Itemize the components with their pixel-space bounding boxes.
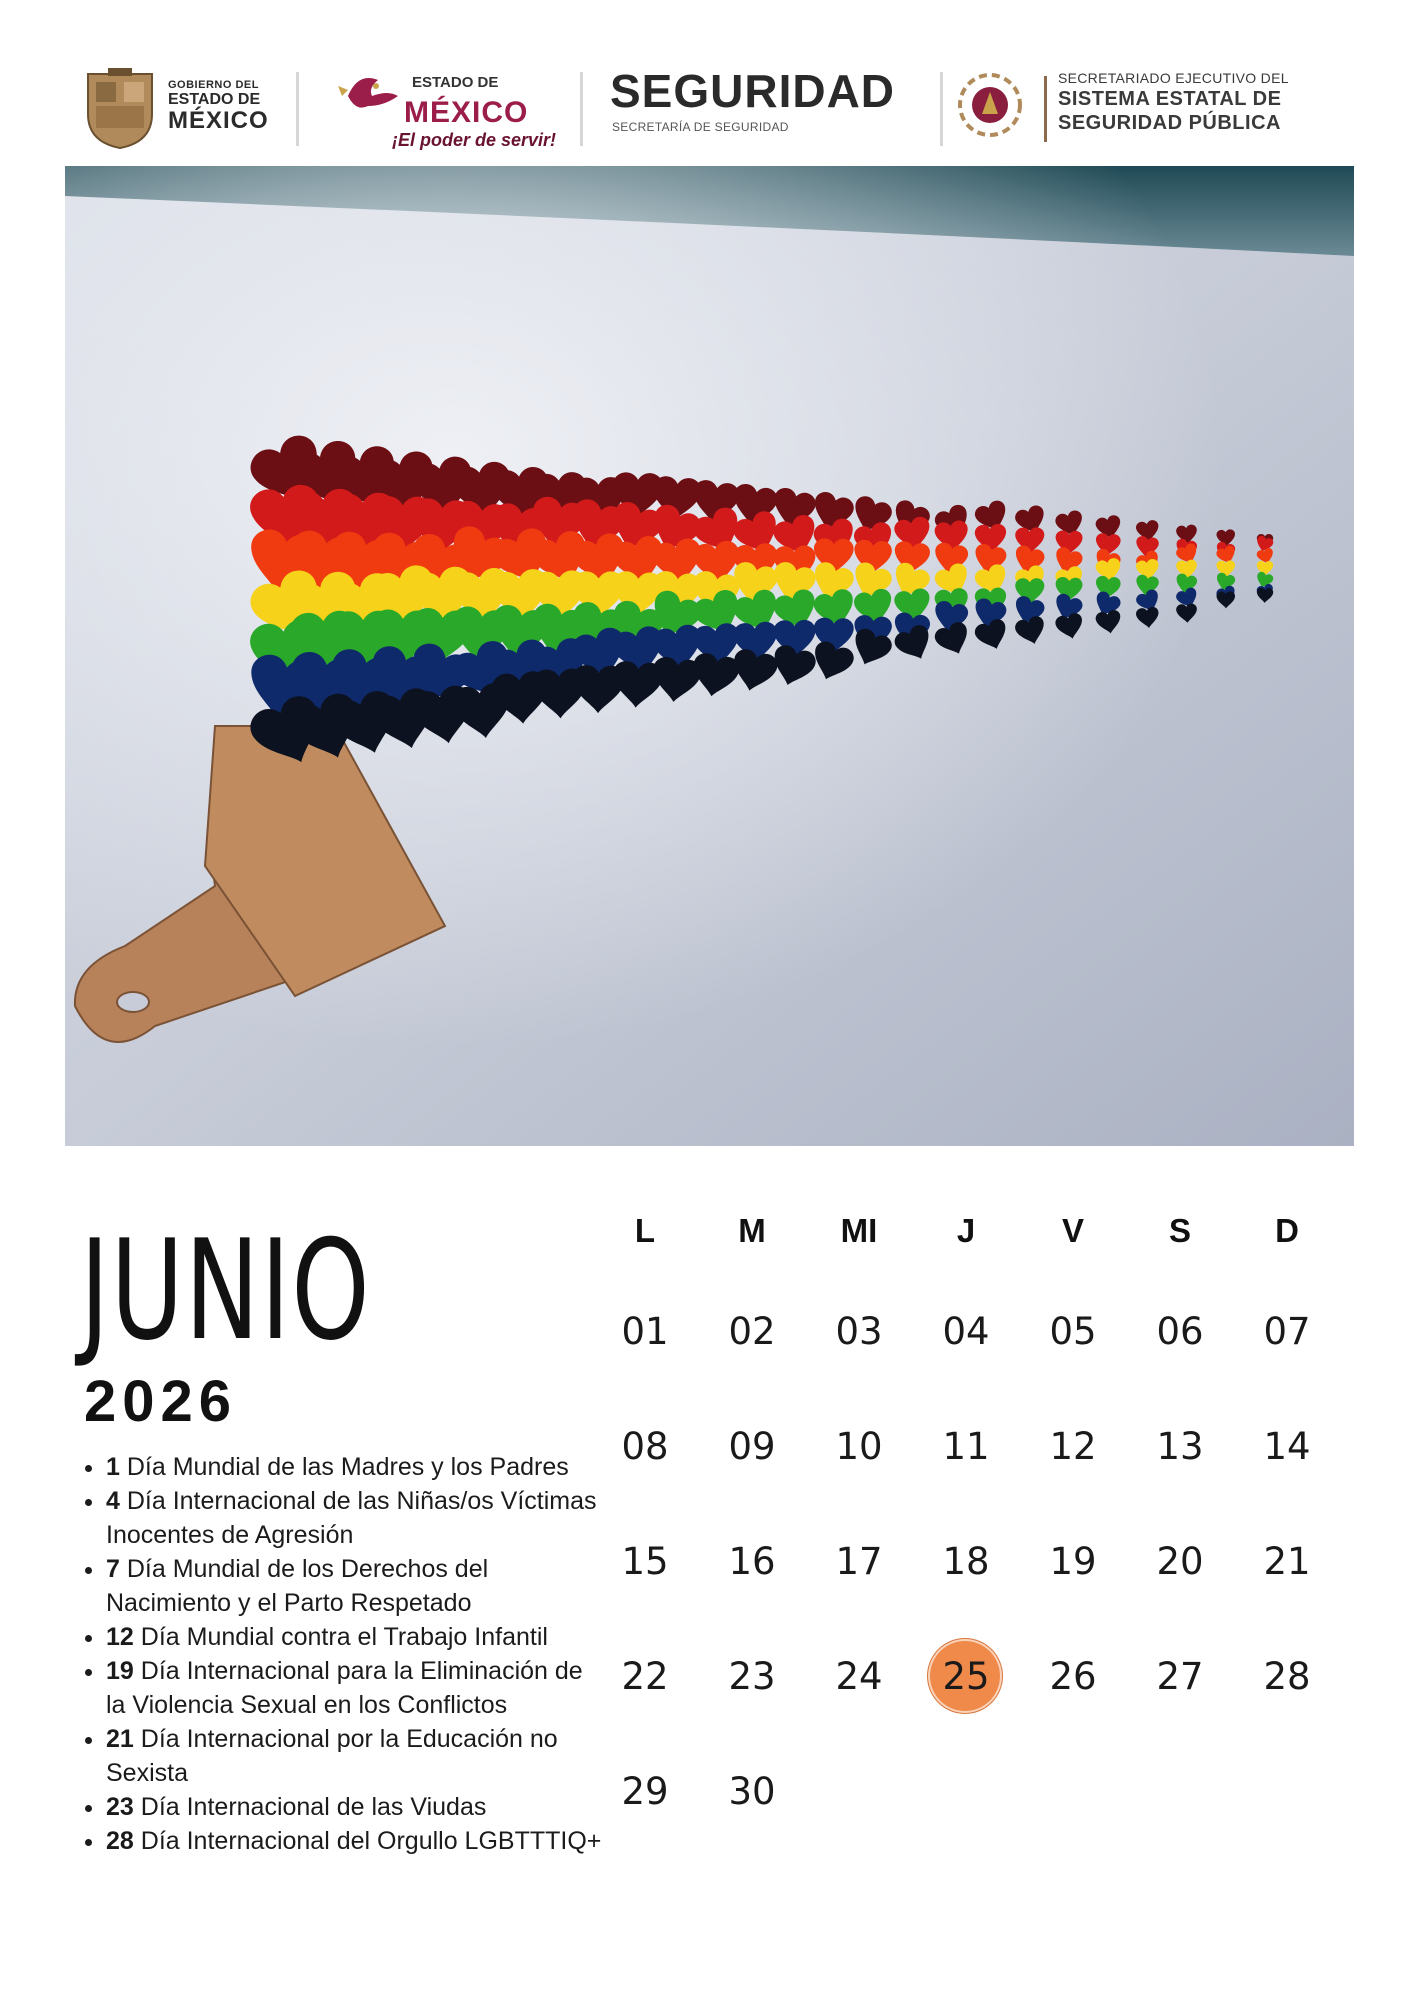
calendar-day bbox=[698, 1412, 806, 1482]
sesp-divider bbox=[1044, 76, 1047, 142]
calendar-day bbox=[591, 1297, 699, 1367]
calendar-day-number: 13 bbox=[1156, 1425, 1204, 1468]
calendar-day-number: 10 bbox=[835, 1425, 883, 1468]
event-day: 28 bbox=[106, 1827, 134, 1855]
calendar-day-number: 22 bbox=[621, 1655, 669, 1698]
calendar-day bbox=[591, 1527, 699, 1597]
calendar-day bbox=[1233, 1412, 1341, 1482]
event-day: 7 bbox=[106, 1555, 120, 1583]
calendar-day-number: 20 bbox=[1156, 1540, 1204, 1583]
event-day: 12 bbox=[106, 1623, 134, 1651]
calendar-day-number: 19 bbox=[1049, 1540, 1097, 1583]
calendar-day-number: 03 bbox=[835, 1310, 883, 1353]
calendar-day bbox=[1019, 1642, 1127, 1712]
calendar-day bbox=[591, 1642, 699, 1712]
calendar-day-number: 23 bbox=[728, 1655, 776, 1698]
calendar-day bbox=[698, 1527, 806, 1597]
calendar-day-number: 02 bbox=[728, 1310, 776, 1353]
rainbow-hearts-brush-photo bbox=[65, 166, 1354, 1146]
event-item bbox=[106, 1484, 606, 1552]
event-text: Día Internacional por la Educación no Sexista bbox=[106, 1725, 558, 1787]
seguridad-logo bbox=[610, 58, 920, 158]
calendar-day-number: 07 bbox=[1263, 1310, 1311, 1353]
event-item bbox=[106, 1790, 606, 1824]
estado-logo bbox=[330, 58, 620, 158]
seguridad-title: SEGURIDAD bbox=[610, 65, 896, 117]
gobierno-line3: MÉXICO bbox=[168, 107, 269, 135]
calendar-day-number: 11 bbox=[942, 1425, 990, 1468]
calendar-day-number: 04 bbox=[942, 1310, 990, 1353]
calendar-day bbox=[805, 1297, 913, 1367]
event-day: 23 bbox=[106, 1793, 134, 1821]
event-item bbox=[106, 1552, 606, 1620]
secretariado-logo bbox=[948, 58, 1358, 158]
calendar-day bbox=[1019, 1297, 1127, 1367]
gobierno-logo bbox=[82, 58, 322, 158]
calendar-day-number: 25 bbox=[942, 1655, 990, 1698]
photo-illustration bbox=[65, 166, 1354, 1146]
event-item bbox=[106, 1620, 606, 1654]
event-item bbox=[106, 1450, 606, 1484]
month-title: JUNIO bbox=[80, 1210, 372, 1371]
secretariado-line1: SECRETARIADO EJECUTIVO DEL bbox=[1058, 70, 1289, 86]
estado-line2: MÉXICO bbox=[404, 96, 529, 129]
calendar-day-number: 15 bbox=[621, 1540, 669, 1583]
coat-of-arms-icon bbox=[82, 64, 158, 150]
calendar-day bbox=[805, 1412, 913, 1482]
calendar-day bbox=[698, 1642, 806, 1712]
calendar-day-number: 21 bbox=[1263, 1540, 1311, 1583]
calendar-day-number: 16 bbox=[728, 1540, 776, 1583]
calendar-day-number: 06 bbox=[1156, 1310, 1204, 1353]
calendar-day bbox=[1019, 1527, 1127, 1597]
event-day: 1 bbox=[106, 1453, 120, 1481]
year-title: 2026 bbox=[84, 1369, 238, 1434]
event-text: Día Internacional de las Viudas bbox=[140, 1793, 487, 1821]
calendar-day-number: 27 bbox=[1156, 1655, 1204, 1698]
header-logos bbox=[64, 58, 1354, 158]
calendar-day bbox=[1126, 1412, 1234, 1482]
event-day: 21 bbox=[106, 1725, 134, 1753]
calendar-day-highlighted bbox=[912, 1642, 1020, 1712]
event-text: Día Internacional de las Niñas/os Víctimas Inocentes de Agresión bbox=[106, 1487, 597, 1549]
calendar-day-number: 01 bbox=[621, 1310, 669, 1353]
calendar-day-number: 28 bbox=[1263, 1655, 1311, 1698]
calendar-day-number: 29 bbox=[621, 1770, 669, 1813]
event-text: Día Internacional del Orgullo LGBTTTIQ+ bbox=[140, 1827, 602, 1855]
events-list bbox=[80, 1450, 606, 1858]
calendar-day-number: 14 bbox=[1263, 1425, 1311, 1468]
calendar-day bbox=[912, 1297, 1020, 1367]
calendar-day bbox=[591, 1412, 699, 1482]
secretariado-line2: SISTEMA ESTATAL DE bbox=[1058, 88, 1282, 111]
calendar-day bbox=[1126, 1297, 1234, 1367]
event-day: 19 bbox=[106, 1657, 134, 1685]
seguridad-subtitle: SECRETARÍA DE SEGURIDAD bbox=[612, 120, 789, 134]
sesp-emblem-icon bbox=[952, 62, 1028, 148]
calendar-day-number: 08 bbox=[621, 1425, 669, 1468]
calendar-day-number: 17 bbox=[835, 1540, 883, 1583]
event-day: 4 bbox=[106, 1487, 120, 1515]
gobierno-line2: ESTADO DE bbox=[168, 90, 261, 108]
event-text: Día Internacional para la Eliminación de la Violencia Sexual en los Conflictos bbox=[106, 1657, 583, 1719]
event-text: Día Mundial contra el Trabajo Infantil bbox=[140, 1623, 548, 1651]
weekday-header: L bbox=[634, 1212, 656, 1249]
calendar-day bbox=[1233, 1297, 1341, 1367]
calendar-day bbox=[1233, 1642, 1341, 1712]
calendar-day bbox=[591, 1757, 699, 1827]
calendar-day bbox=[805, 1642, 913, 1712]
logo-divider bbox=[580, 72, 583, 146]
weekday-header: J bbox=[956, 1212, 976, 1249]
logo-divider bbox=[940, 72, 943, 146]
estado-tagline: ¡El poder de servir! bbox=[392, 130, 557, 150]
weekday-header: S bbox=[1168, 1212, 1191, 1249]
weekday-header: MI bbox=[840, 1212, 878, 1249]
calendar-day bbox=[912, 1412, 1020, 1482]
calendar-day bbox=[1126, 1642, 1234, 1712]
calendar-day bbox=[1233, 1527, 1341, 1597]
estado-line1: ESTADO DE bbox=[412, 74, 499, 91]
calendar-day bbox=[698, 1757, 806, 1827]
calendar-day bbox=[698, 1297, 806, 1367]
calendar-day-number: 09 bbox=[728, 1425, 776, 1468]
secretariado-line3: SEGURIDAD PÚBLICA bbox=[1058, 112, 1281, 135]
calendar-day-number: 26 bbox=[1049, 1655, 1097, 1698]
event-text: Día Mundial de los Derechos del Nacimiento y el Parto Respetado bbox=[106, 1555, 489, 1617]
calendar-day-number: 30 bbox=[728, 1770, 776, 1813]
calendar-day bbox=[805, 1527, 913, 1597]
calendar-day bbox=[1019, 1412, 1127, 1482]
calendar-day-number: 05 bbox=[1049, 1310, 1097, 1353]
logo-divider bbox=[296, 72, 299, 146]
calendar-day bbox=[1126, 1527, 1234, 1597]
calendar-day-number: 24 bbox=[835, 1655, 883, 1698]
weekday-header: V bbox=[1061, 1212, 1084, 1249]
calendar-day-number: 12 bbox=[1049, 1425, 1097, 1468]
weekday-header: D bbox=[1275, 1212, 1299, 1249]
event-item bbox=[106, 1654, 606, 1722]
weekday-header: M bbox=[738, 1212, 766, 1249]
calendar-day-number: 18 bbox=[942, 1540, 990, 1583]
event-item bbox=[106, 1824, 606, 1858]
gobierno-line1: GOBIERNO DEL bbox=[168, 79, 259, 91]
hummingbird-icon bbox=[338, 66, 408, 126]
calendar-day bbox=[912, 1527, 1020, 1597]
event-text: Día Mundial de las Madres y los Padres bbox=[126, 1453, 569, 1481]
event-item bbox=[106, 1722, 606, 1790]
